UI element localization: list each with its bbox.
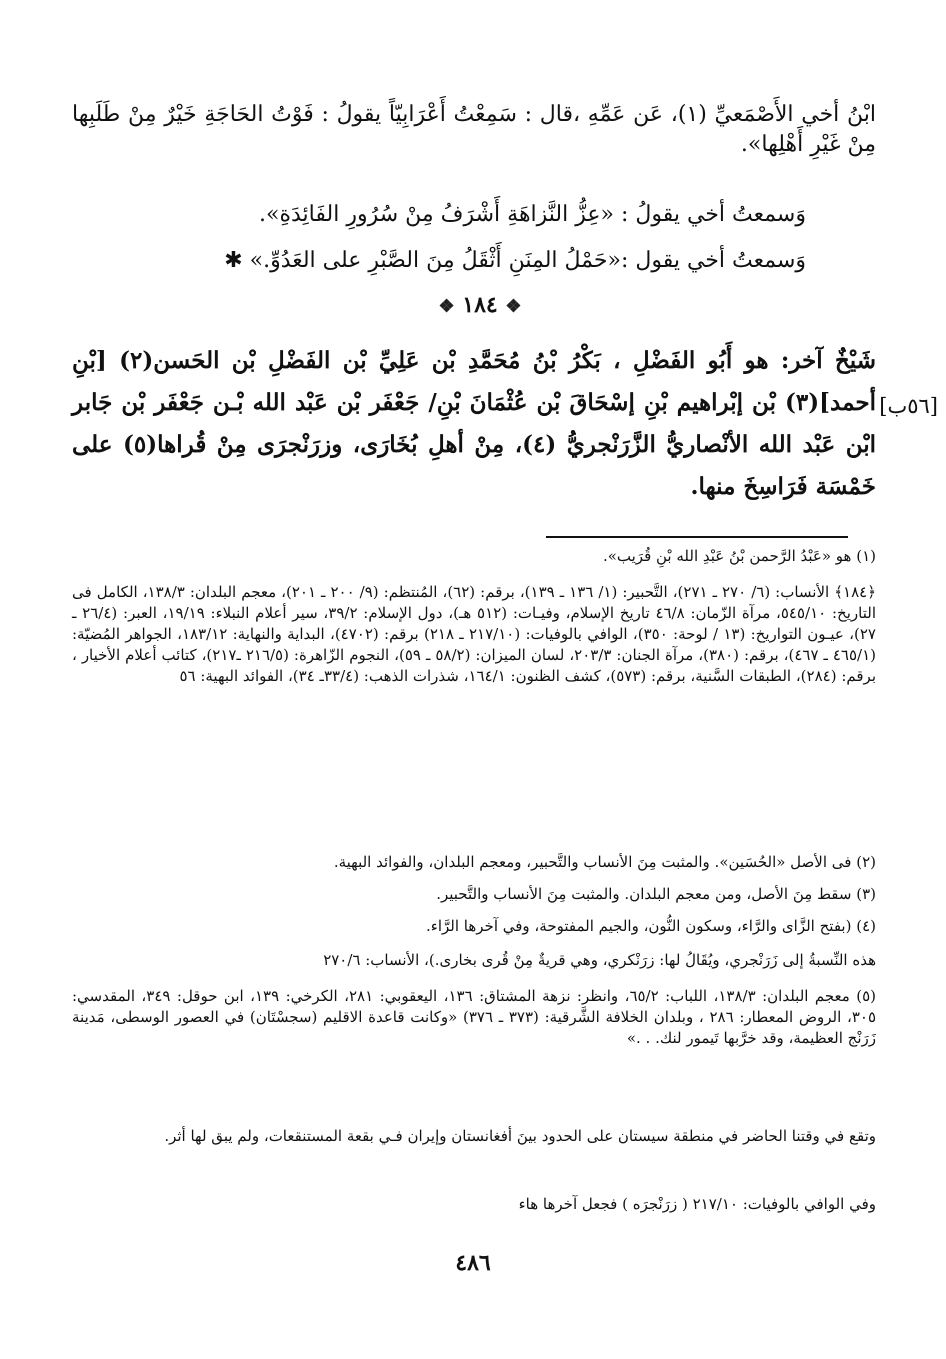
main-paragraph-3: وَسمعتُ أخي يقول :«حَمْلُ المِنَنِ أَثْقَلُ مِنَ الصَّبْرِ على العَدُوِّ.» ✱ (224, 248, 806, 273)
footnote-1: (١) هو «عَبْدُ الرَّحمن بْنُ عَبْدِ الله بْنِ قُرَيب». (602, 547, 876, 565)
footnote-5: (٥) معجم البلدان: ١٣٨/٣، اللباب: ٦٥/٢، وانظر: نزهة المشتاق: ١٣٦، اليعقوبي: ٢٨١، الكرخي: ١٣٩، ابن حوقل: ٣٤٩، المقدسي: ٣٠٥، الروض المعطار: ٢٨٦ ، وبلدان الخلافة الشَّرقية: (٣٧٣ ـ ٣٧٦) «وكانت قاعدة الاقليم (سجسْتَان) في العصور الوسطى، مَدينة زَرَنْج العظيمة، وقد خرَّبها تَيمور لنك. . .» (72, 987, 877, 1047)
main-paragraph-2: وَسمعتُ أخي يقولُ : «عِزُّ النَّزاهَةِ أَشْرَفُ مِنْ سُرُورِ الفَائِدَةِ». (259, 202, 806, 227)
footnote-4-continued: هذه النِّسبةُ إلى زَرَنْجري، ويُقَالُ لها: زرَنْكري، وهي قريةٌ مِنْ قُرى بخارى.)، الأنساب: ٢٧٠/٦ (323, 951, 876, 969)
footnote-5-continued: وتقع في وقتنا الحاضر في منطقة سيستان على الحدود بينَ أفغانستان وإيران فـي بقعة المستنقعات، ولم يبق لها أثر. (164, 1127, 876, 1145)
manuscript-folio-note: [٥٦ب] (879, 394, 938, 418)
ornament-right-icon: ❖ (505, 296, 522, 317)
footnote-5-final: وفي الوافي بالوفيات: ٢١٧/١٠ ( زرَنْجرَه ) فجعل آخرها هاء (518, 1195, 876, 1213)
main-paragraph-1: ابْنُ أخي الأَصْمَعيِّ (١)، عَن عَمِّهِ ،قال : سَمِعْتُ أَعْرَابِيّاً يقولُ : فَوْتُ الحَاجَةِ خَيْرٌ مِنْ طَلَبِها مِنْ غَيْرِ أَهْلِها». (72, 102, 876, 157)
footnote-divider (546, 536, 848, 538)
entry-number: ١٨٤ (462, 292, 498, 318)
footnote-sources: ﴿١٨٤﴾ الأنساب: (٦/ ٢٧٠ ـ ٢٧١)، التَّحبير: (١/ ١٣٦ ـ ١٣٩)، برقم: (٦٢)، المُنتظم: (٩/ ٢٠٠ ـ ٢٠١)، معجم البلدان: ١٣٨/٣، الكامل فى التاريخ: ٥٤٥/١٠، مرآة الزّمان: ٤٦/٨ تاريخ الإسلام، وفيـات: (٥١٢ هـ)، دول الإسلام: ٣٩/٢، سير أعلام النبلاء: ١٩/١٩، العبر: (٢٦/٤ ـ ٢٧)، عيـون التواريخ: (١٣ / لوحة: ٣٥٠)، الوافي بالوفيات: (٢١٧/١٠ ـ ٢١٨) برقم: (٤٧٠٢)، البداية والنهاية: ١٨٣/١٢، الجواهر المُضيّة: (٤٦٥/١ ـ ٤٦٧)، برقم: (٣٨٠)، مرآة الجنان: ٢٠٣/٣، لسان الميزان: (٥٨/٢ ـ ٥٩)، النجوم الزّاهرة: (٢١٦/٥ ـ٢١٧)، كتائب أعلام الأخيار ، برقم: (٢٨٤)، الطبقات السَّنية، برقم: (٥٧٣)، كشف الظنون: ١٦٤/١، شذرات الذهب: (٣٣/٤ـ ٣٤)، الفوائد البهية: ٥٦ (72, 583, 876, 685)
footnote-2: (٢) فى الأصل «الحُسَين». والمثبت مِنَ الأنساب والتَّحبير، ومعجم البلدان، والفوائد البهية. (333, 853, 876, 871)
page-number: ٤٨٦ (455, 1250, 491, 1276)
biography-paragraph: شَيْخٌ آخر: هو أَبُو الفَضْلِ ، بَكْرُ بْنُ مُحَمَّدِ بْن عَلِيِّ بْن الفَضْلِ بْن الحَسن(٢) [بْنِ أحمد](٣) بْن إبْراهيم بْنِ إسْحَاقَ بْن عُثْمَانَ بْنِ/ جَعْفَر بْن عَبْد الله بْـن جَعْفَر بْن جَابر ابْن عَبْد الله الأنْصاريُّ الزَّرَنْجريُّ (٤)، مِنْ أهلِ بُخَارَى، وزرَنْجرَى مِنْ قُراها(٥) على خَمْسَة فَرَاسِخَ منها. (72, 347, 877, 500)
footnote-4: (٤) (بفتح الزَّاى والرَّاء، وسكون النُّون، والجيم المفتوحة، وفي آخرها الرَّاء. (426, 917, 876, 935)
footnote-3: (٣) سقط مِنَ الأصل، ومن معجم البلدان. والمثبت مِنَ الأنساب والتَّحبير. (436, 885, 876, 903)
ornament-left-icon: ❖ (438, 296, 455, 317)
entry-heading (400, 292, 560, 318)
